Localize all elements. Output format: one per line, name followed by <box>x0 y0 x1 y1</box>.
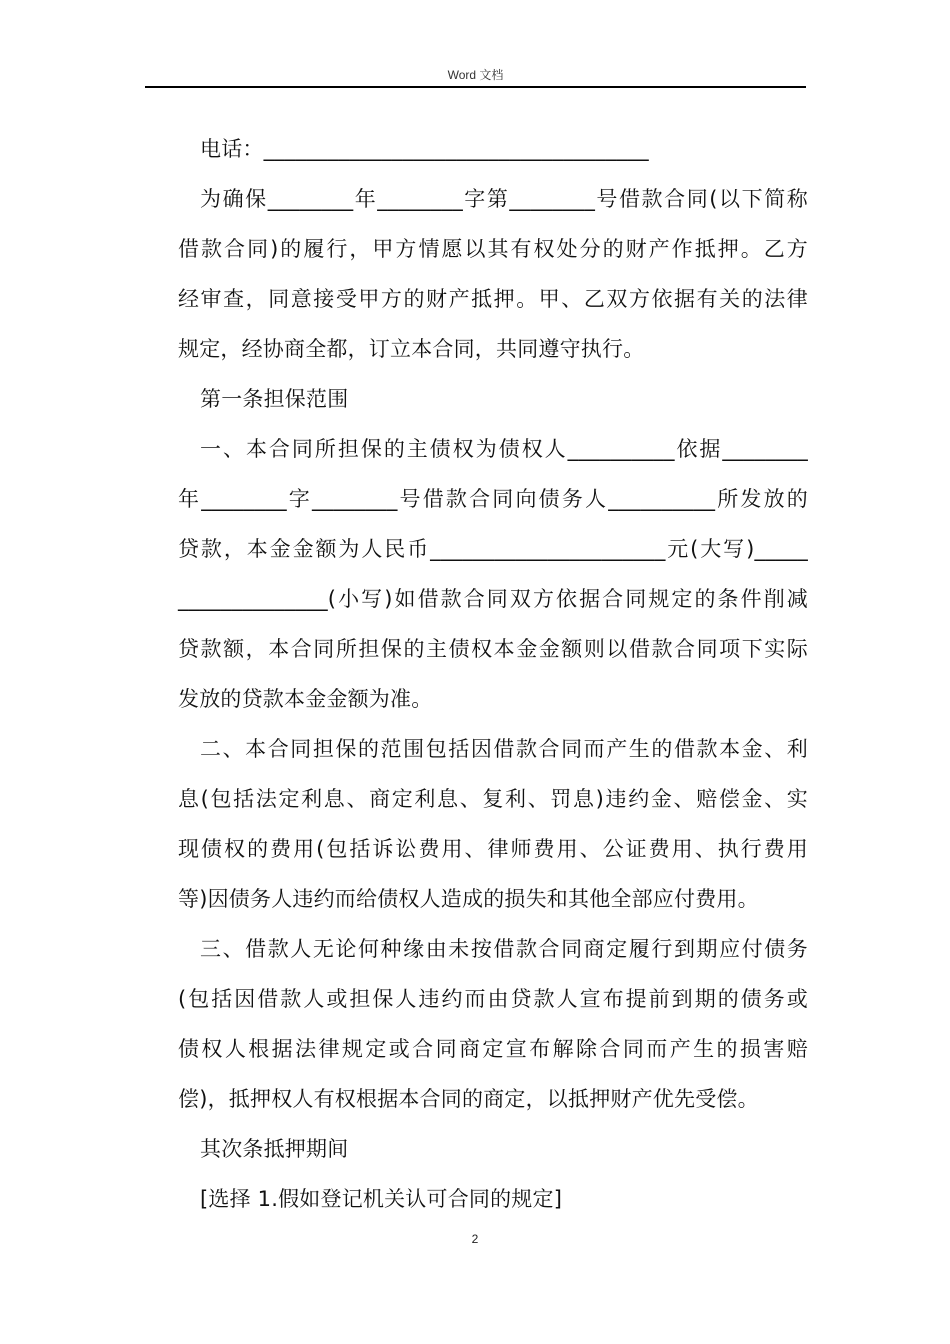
text-line: 经审查，同意接受甲方的财产抵押。甲、乙双方依据有关的法律 <box>178 287 808 311</box>
text-line: (包括因借款人或担保人违约而由贷款人宣布提前到期的债务或 <box>178 987 808 1011</box>
page-number: 2 <box>471 1232 479 1246</box>
text-line: 现债权的费用(包括诉讼费用、律师费用、公证费用、执行费用 <box>178 837 808 861</box>
page-header: Word 文档 <box>447 68 504 82</box>
section-heading: 第一条担保范围 <box>200 387 349 411</box>
text-line: 等)因债务人违约而给债权人造成的损失和其他全部应付费用。 <box>178 887 759 911</box>
text-line: 息(包括法定利息、商定利息、复利、罚息)违约金、赔偿金、实 <box>178 787 808 811</box>
text-line-phone: 电话：____________________________________ <box>200 137 649 161</box>
text-line: 规定，经协商全都，订立本合同，共同遵守执行。 <box>178 337 645 361</box>
section-heading: 其次条抵押期间 <box>200 1137 349 1161</box>
text-line: 二、本合同担保的范围包括因借款合同而产生的借款本金、利 <box>200 737 808 761</box>
text-line: [选择 1.假如登记机关认可合同的规定] <box>200 1187 563 1211</box>
text-line: 发放的贷款本金金额为准。 <box>178 687 433 711</box>
text-line: 为确保________年________字第________号借款合同(以下简称 <box>200 187 808 211</box>
text-line: 债权人根据法律规定或合同商定宣布解除合同而产生的损害赔 <box>178 1037 808 1061</box>
header-divider <box>145 86 806 88</box>
text-line: 借款合同)的履行，甲方情愿以其有权处分的财产作抵押。乙方 <box>178 237 808 261</box>
text-line: 一、本合同所担保的主债权为债权人__________依据________ <box>200 437 808 461</box>
text-line: ______________(小写)如借款合同双方依据合同规定的条件削减 <box>178 587 808 611</box>
text-line: 年________字________号借款合同向债务人__________所发放的 <box>178 487 808 511</box>
text-line: 偿)，抵押权人有权根据本合同的商定，以抵押财产优先受偿。 <box>178 1087 759 1111</box>
text-line: 贷款额，本合同所担保的主债权本金金额则以借款合同项下实际 <box>178 637 808 661</box>
text-line: 贷款，本金金额为人民币______________________元(大写)_____ <box>178 537 808 561</box>
text-line: 三、借款人无论何种缘由未按借款合同商定履行到期应付债务 <box>200 937 808 961</box>
document-body <box>178 124 808 1224</box>
